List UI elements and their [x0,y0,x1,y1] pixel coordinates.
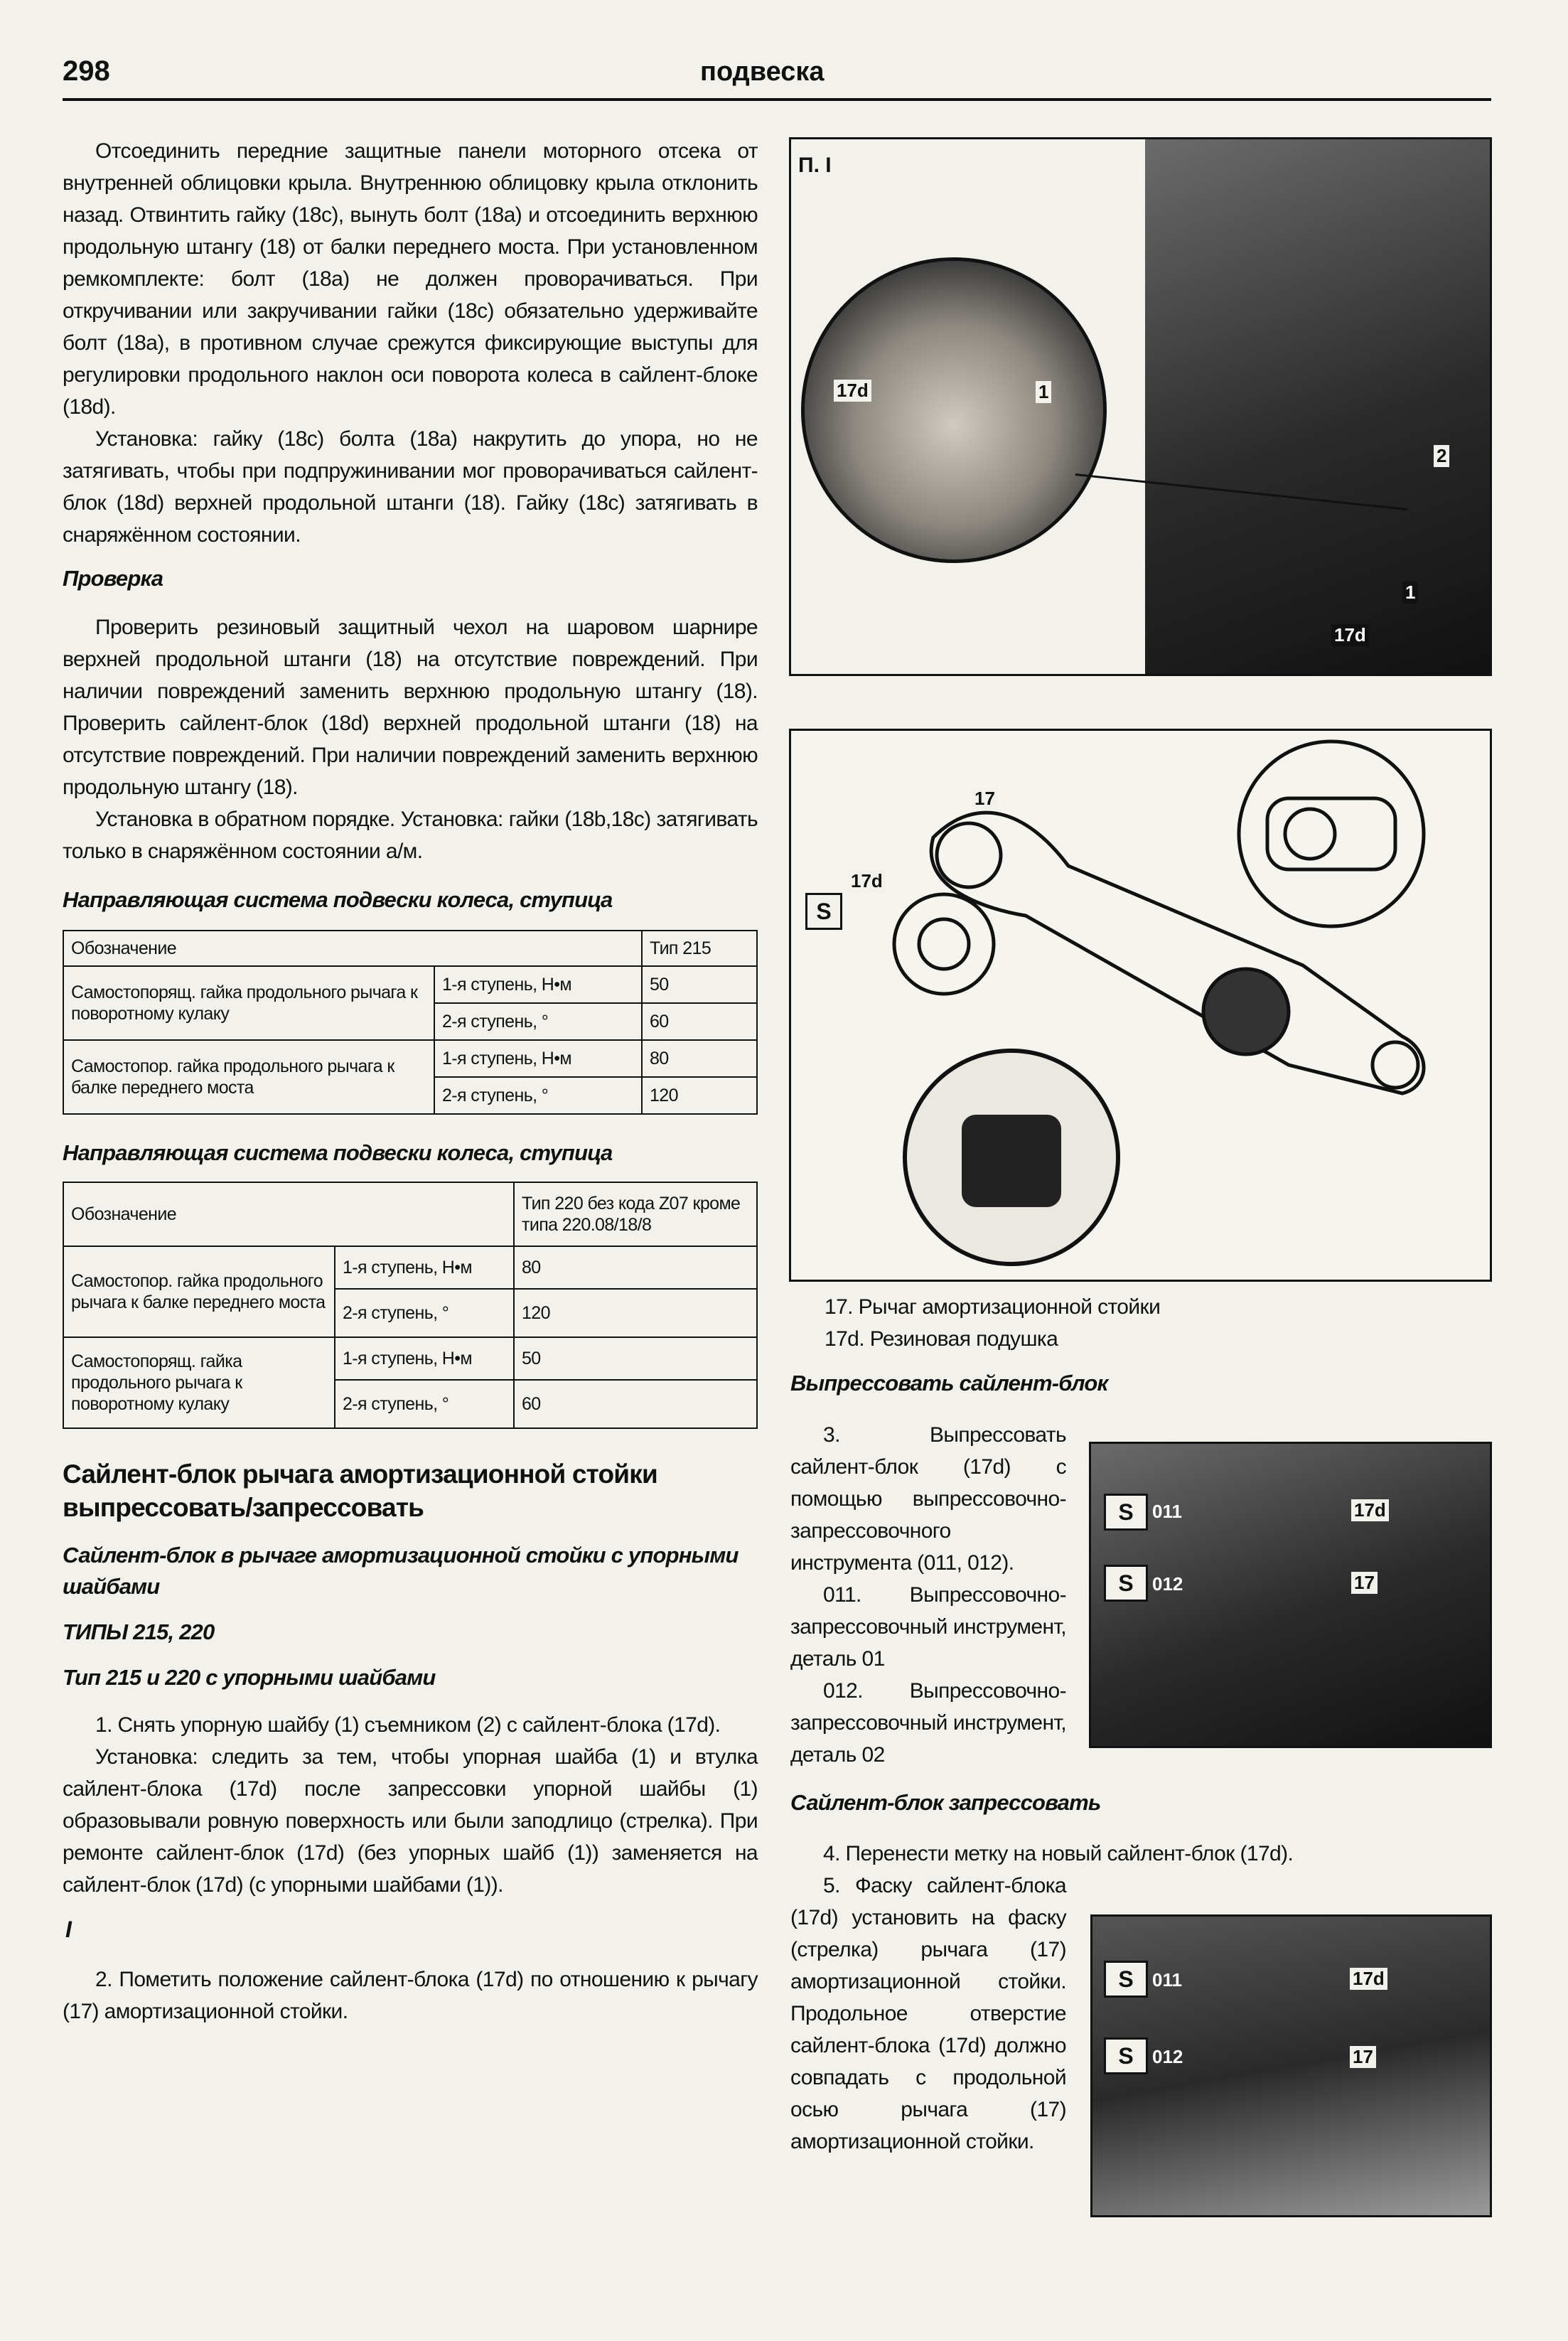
paragraph: Установка: следить за тем, чтобы упорная шайба (1) и втулка сайлент-блока (17d) после запрессовки упорной шайбы (1) образовывали ровную поверхность или были заподлицо (стрелка). При ремонте сайлент-блок (17d) (без упорных шайб (1)) заменяется на сайлент-блок (17d) (с упорными шайбами (1)). [63,1745,758,1897]
callout-17: 17 [972,788,998,810]
section-title: Сайлент-блок рычага амортизационной стойки выпрессовать/запрессовать [63,1459,657,1522]
callout-17d: 17d [848,870,886,892]
table2-title: Направляющая система подвески колеса, ступица [63,1140,613,1165]
table-cell: Самостопор. гайка продольного рычага к балке переднего моста [63,1040,434,1114]
press-in-heading: Сайлент-блок запрессовать [790,1790,1101,1815]
table-header-cell: Тип 215 [642,931,757,966]
subsection-title: Сайлент-блок в рычаге амортизационной стойки с упорными шайбами [63,1543,739,1599]
types-subheading: Тип 215 и 220 с упорными шайбами [63,1665,436,1690]
step5-text [790,1870,1066,2158]
callout-17d: 17d [1351,1499,1389,1521]
page-number: 298 [63,55,110,87]
table-cell: 120 [642,1077,757,1114]
torque-table-1 [63,930,758,1115]
figure-reference: I [65,1917,72,1942]
callout-1: 1 [1402,582,1418,604]
table-cell: Самостопор. гайка продольного рычага к балке переднего моста [63,1246,335,1337]
step3-text [790,1419,1066,1771]
intro-text [63,135,758,551]
callout-2: 2 [1434,445,1449,467]
paragraph: 3. Выпрессовать сайлент-блок (17d) с помощью выпрессовочно-запрессовочного инструмента (011, 012). [790,1423,1066,1575]
step4-text [790,1838,1473,1870]
paragraph: 011. Выпрессовочно-запрессовочный инструмент, деталь 01 [790,1583,1066,1671]
steps-text [63,1709,758,1901]
paragraph: 5. Фаску сайлент-блока (17d) установить на фаску (стрелка) рычага (17) амортизационной стойки. Продольное отверстие сайлент-блока (17d) должно совпадать с продольной осью рычага (17) амортизационной стойки. [790,1874,1066,2153]
check-heading: Проверка [63,566,163,591]
table-header-cell: Обозначение [63,931,642,966]
special-tool-icon: S [1104,1565,1148,1602]
figure-press-in-photo [1090,1914,1492,2217]
torque-table-2 [63,1182,758,1429]
table-cell: 50 [642,966,757,1003]
table-cell: 2-я ступень, ° [434,1003,642,1040]
paragraph: 012. Выпрессовочно-запрессовочный инструмент, деталь 02 [790,1679,1066,1767]
callout-17: 17 [1350,2046,1376,2068]
caption: 17. Рычаг амортизационной стойки [825,1295,1161,1319]
table-cell: 50 [514,1337,757,1380]
table-header-cell: Обозначение [63,1182,514,1246]
callout-17: 17 [1351,1572,1378,1594]
table-cell: 1-я ступень, Н•м [335,1337,514,1380]
table-cell: 1-я ступень, Н•м [434,1040,642,1077]
table-row [63,966,757,1003]
paragraph: Отсоединить передние защитные панели моторного отсека от внутренней облицовки крыла. Внутреннюю облицовку крыла отклонить назад. Отвинтить гайку (18c), вынуть болт (18a) и отсоединить верхнюю продольную штангу (18) от балки переднего моста. При установленном ремкомплекте: болт (18a) не должен проворачиваться. При откручивании или закручивании гайки (18c) обязательно удерживайте болт (18a), в противном случае срежутся фиксирующие выступы для регулировки продольного наклон оси поворота колеса в сайлент-блоке (18d). [63,139,758,419]
table-cell: 60 [514,1380,757,1428]
table-cell: 80 [514,1246,757,1289]
detail-magnifier [801,257,1107,563]
figure-captions [825,1291,1464,1355]
callout-17d: 17d [834,380,871,402]
figure-press-out-photo [1089,1442,1492,1748]
table-row [63,1246,757,1289]
callout-17d: 17d [1331,624,1369,646]
table-row [63,1337,757,1380]
figure-lever-drawing [789,729,1492,1282]
table-cell: 60 [642,1003,757,1040]
special-tool-icon: S [1104,1961,1148,1998]
table-cell: 1-я ступень, Н•м [434,966,642,1003]
table-header-cell: Тип 220 без кода Z07 кроме типа 220.08/18/8 [514,1182,757,1246]
tool-number: 012 [1152,1573,1183,1595]
table-cell: Самостопорящ. гайка продольного рычага к поворотному кулаку [63,966,434,1040]
tool-number: 011 [1152,1969,1182,1991]
paragraph: 1. Снять упорную шайбу (1) съемником (2) с сайлент-блока (17d). [95,1713,721,1737]
callout-1: 1 [1036,381,1051,403]
paragraph: Установка в обратном порядке. Установка: гайки (18b,18c) затягивать только в снаряжённом состоянии а/м. [63,808,758,863]
table-cell: 120 [514,1289,757,1337]
header-rule [63,98,1491,101]
table-cell: 2-я ступень, ° [335,1380,514,1428]
caption: 17d. Резиновая подушка [825,1327,1058,1351]
figure-puller-photo [789,137,1492,676]
types-heading: ТИПЫ 215, 220 [63,1619,215,1644]
table-header-row [63,1182,757,1246]
running-head: подвеска [700,57,825,87]
paragraph: 2. Пометить положение сайлент-блока (17d) по отношению к рычагу (17) амортизационной стойки. [63,1968,758,2023]
figure-label: П. I [798,154,832,177]
paragraph: 4. Перенести метку на новый сайлент-блок (17d). [823,1842,1294,1865]
table1-title: Направляющая система подвески колеса, ступица [63,887,613,912]
press-out-heading: Выпрессовать сайлент-блок [790,1371,1108,1396]
table-row [63,1040,757,1077]
tool-number: 011 [1152,1501,1182,1522]
tool-number: 012 [1152,2046,1183,2067]
table-cell: 80 [642,1040,757,1077]
step2-text [63,1964,758,2027]
special-tool-icon: S [1104,1494,1148,1531]
puller-photo [1145,139,1490,674]
table-header-row [63,931,757,966]
table-cell: 2-я ступень, ° [434,1077,642,1114]
special-tool-icon: S [805,893,842,930]
table-cell: 1-я ступень, Н•м [335,1246,514,1289]
check-text [63,611,758,867]
table-cell: Самостопорящ. гайка продольного рычага к поворотному кулаку [63,1337,335,1428]
table-cell: 2-я ступень, ° [335,1289,514,1337]
press-out-photo [1091,1444,1490,1746]
paragraph: Проверить резиновый защитный чехол на шаровом шарнире верхней продольной штанги (18) на отсутствие повреждений. При наличии повреждений заменить верхнюю продольную штангу (18). Проверить сайлент-блок (18d) верхней продольной штанги (18) на отсутствие повреждений. При наличии повреждений заменить верхнюю продольную штангу (18). [63,616,758,799]
special-tool-icon: S [1104,2037,1148,2074]
callout-17d: 17d [1350,1968,1387,1990]
lever-diagram [791,731,1490,1280]
paragraph: Установка: гайку (18c) болта (18a) накрутить до упора, но не затягивать, чтобы при подпружинивании мог проворачиваться сайлент-блок (18d) верхней продольной штанги (18). Гайку (18c) затягивать в снаряжённом состоянии. [63,427,758,547]
